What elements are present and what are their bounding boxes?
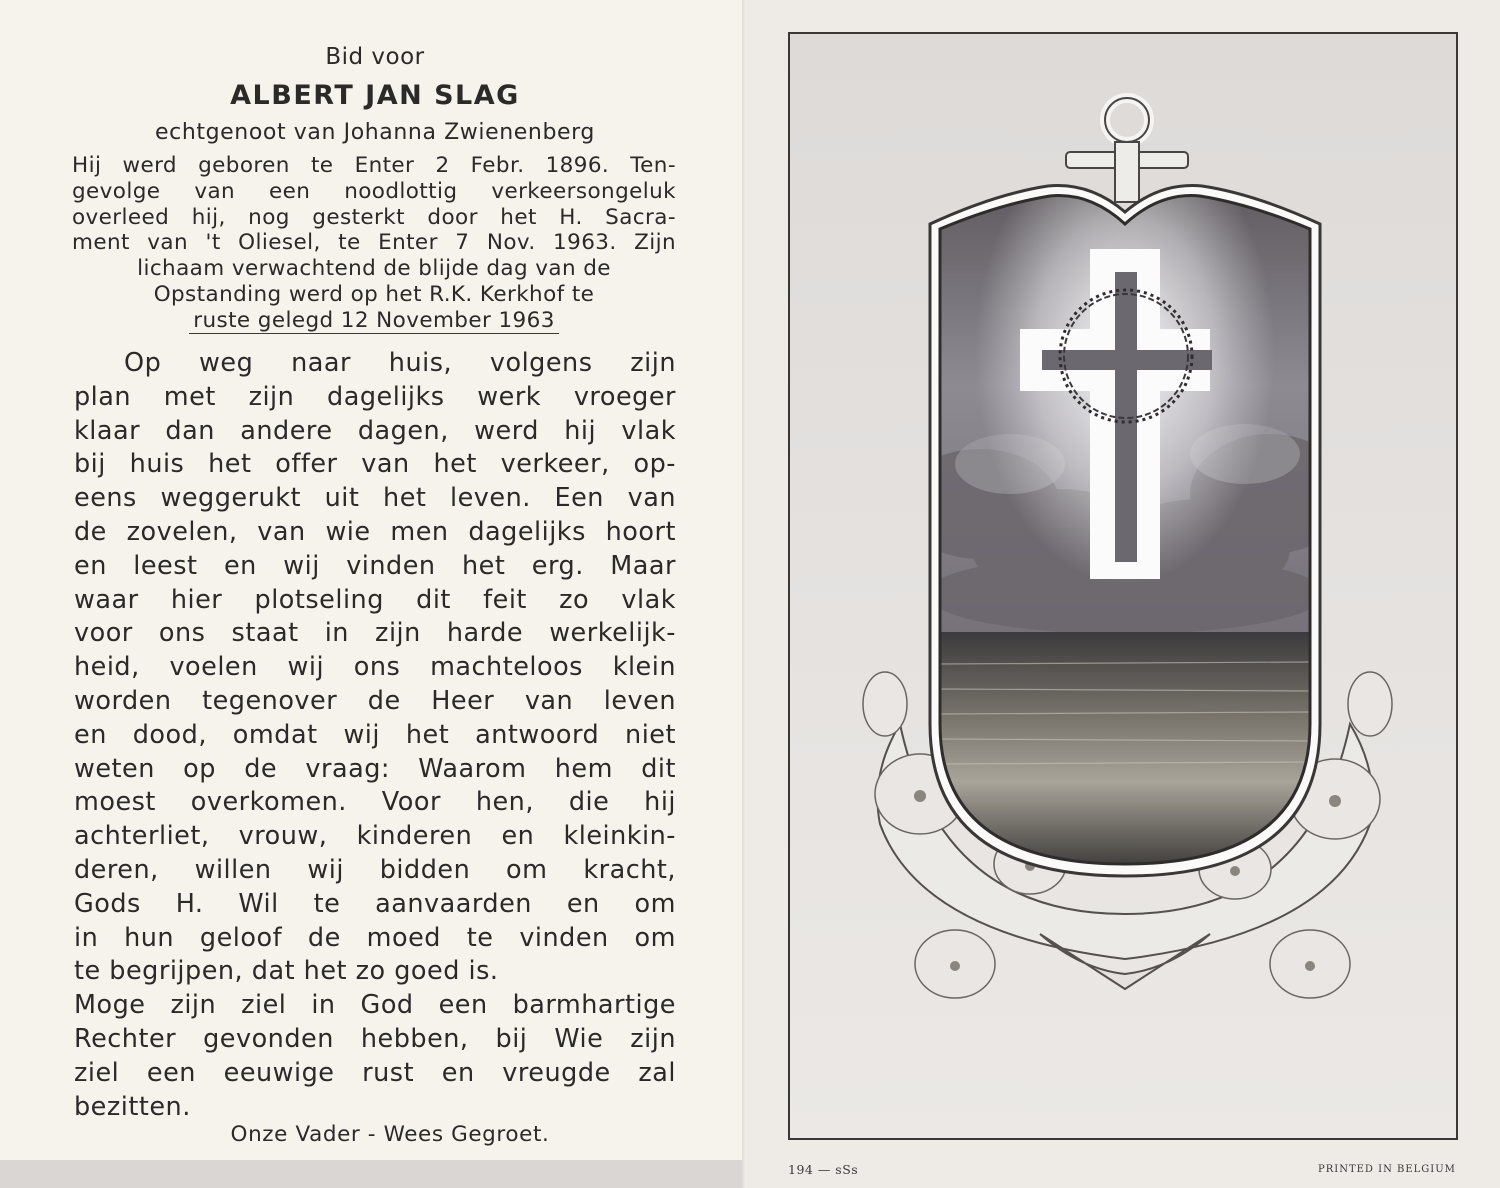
text-line: en dood, omdat wij het antwoord niet — [74, 719, 676, 750]
text-line: eens weggerukt uit het leven. Een van — [74, 483, 676, 514]
text-line: voor ons staat in zijn harde werkelijk- — [74, 618, 676, 649]
spouse-line: echtgenoot van Johanna Zwienenberg — [154, 120, 595, 145]
text-line: Gods H. Wil te aanvaarden en om — [74, 888, 676, 919]
memorial-text — [74, 347, 676, 1124]
bio-line: Hij werd geboren te Enter 2 Febr. 1896. Ten- — [72, 153, 676, 178]
text-line: en leest en wij vinden het erg. Maar — [74, 550, 676, 581]
text-line: deren, willen wij bidden om kracht, — [74, 854, 676, 885]
text-line: plan met zijn dagelijks werk vroeger — [74, 381, 676, 412]
bio-line: ruste gelegd 12 November 1963 — [189, 308, 559, 334]
scan-background-strip — [0, 1160, 745, 1188]
bio-line: overleed hij, nog gesterkt door het H. Sacra- — [72, 204, 676, 230]
anchor-cross-illustration — [790, 34, 1456, 1138]
card-fold-shadow — [742, 0, 746, 1188]
text-line: de zovelen, van wie men dagelijks hoort — [74, 516, 676, 547]
text-line: bij huis het offer van het verkeer, op- — [74, 449, 676, 480]
bio-line: lichaam verwachtend de blijde dag van de — [137, 256, 611, 282]
memorial-card-image-side — [788, 32, 1458, 1140]
bio-line: ment van 't Oliesel, te Enter 7 Nov. 1963. Zijn — [72, 230, 676, 256]
text-line: worden tegenover de Heer van leven — [74, 685, 676, 716]
text-line: in hun geloof de moed te vinden om — [74, 922, 676, 953]
text-line: waar hier plotseling dit feit zo vlak — [74, 584, 676, 615]
text-line: ziel een eeuwige rust en vreugde zal — [74, 1057, 676, 1088]
anchor-ring-icon — [1066, 98, 1188, 202]
biography-paragraph — [72, 153, 676, 334]
text-line: Op weg naar huis, volgens zijn — [124, 348, 676, 378]
printed-in-label: PRINTED IN BELGIUM — [1318, 1164, 1456, 1175]
closing-prayers: Onze Vader - Wees Gegroet. — [230, 1122, 550, 1147]
text-line: klaar dan andere dagen, werd hij vlak — [74, 415, 676, 446]
text-line: te begrijpen, dat het zo goed is. — [74, 956, 499, 987]
text-line: Moge zijn ziel in God een barmhartige — [74, 990, 676, 1021]
text-line: moest overkomen. Voor hen, die hij — [74, 787, 676, 818]
bio-line: Opstanding werd op het R.K. Kerkhof te — [153, 281, 595, 307]
bio-line: gevolge van een noodlottig verkeersongeluk — [72, 178, 676, 204]
text-line: achterliet, vrouw, kinderen en kleinkin- — [74, 821, 676, 852]
text-line: heid, voelen wij ons machteloos klein — [74, 652, 676, 683]
card-heading: Bid voor — [325, 44, 425, 70]
print-code: 194 — sSs — [788, 1162, 859, 1177]
text-line: Rechter gevonden hebben, bij Wie zijn — [74, 1023, 676, 1054]
memorial-card-text-side — [0, 0, 745, 1160]
text-line: weten op de vraag: Waarom hem dit — [74, 753, 676, 784]
text-line: bezitten. — [74, 1091, 191, 1122]
shield-frame — [900, 124, 1350, 882]
deceased-name: ALBERT JAN SLAG — [230, 80, 520, 111]
